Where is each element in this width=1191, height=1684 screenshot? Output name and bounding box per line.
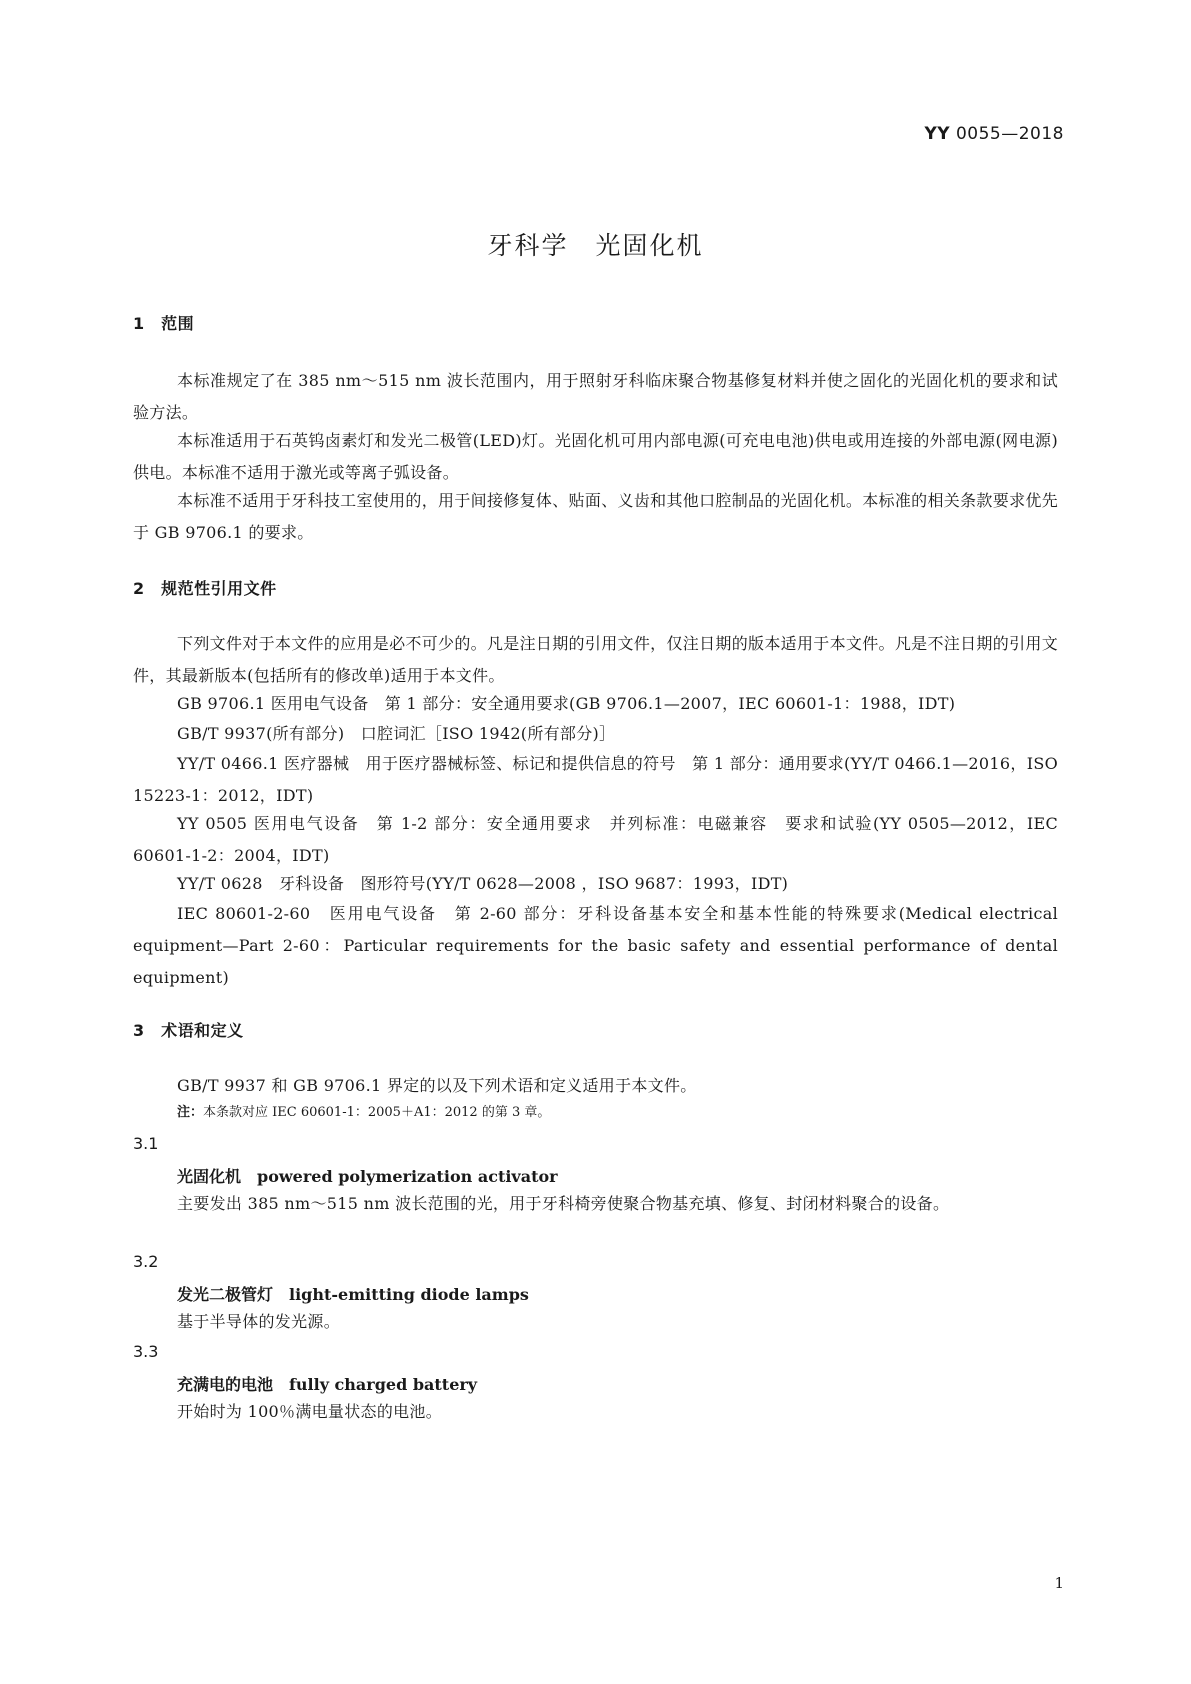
term-zh: 充满电的电池 <box>177 1375 274 1394</box>
document-number <box>924 124 1064 144</box>
term-en: light-emitting diode lamps <box>273 1285 529 1304</box>
reference-yy0505: YY 0505 医用电气设备 第 1-2 部分：安全通用要求 并列标准：电磁兼容 要求和试验(YY 0505—2012，IEC 60601-1-2：2004，IDT) <box>133 814 1058 865</box>
reference-gb9706-1: GB 9706.1 医用电气设备 第 1 部分：安全通用要求(GB 9706.1—2007，IEC 60601-1：1988，IDT) <box>177 694 956 713</box>
page-number: 1 <box>1054 1574 1064 1592</box>
term-zh: 发光二极管灯 <box>177 1285 274 1304</box>
term-zh: 光固化机 <box>177 1167 242 1186</box>
term-title <box>177 1282 529 1305</box>
document-number-prefix: YY <box>924 124 951 144</box>
section-1-heading: 1 范围 <box>133 314 195 333</box>
section-2-heading: 2 规范性引用文件 <box>133 579 277 598</box>
term-title <box>177 1164 558 1187</box>
term-definition: 主要发出 385 nm～515 nm 波长范围的光，用于牙科椅旁使聚合物基充填、修复、封闭材料聚合的设备。 <box>177 1194 950 1213</box>
term-en: fully charged battery <box>273 1375 478 1394</box>
section-1-paragraph-2: 本标准适用于石英钨卤素灯和发光二极管(LED)灯。光固化机可用内部电源(可充电电池)供电或用连接的外部电源(网电源)供电。本标准不适用于激光或等离子弧设备。 <box>133 431 1058 482</box>
document-title: 牙科学 光固化机 <box>487 231 704 260</box>
note-text: 本条款对应 IEC 60601-1：2005＋A1：2012 的第 3 章。 <box>203 1105 551 1120</box>
section-3-note <box>177 1102 550 1124</box>
document-number-code: 0055—2018 <box>950 124 1064 144</box>
term-definition: 开始时为 100％满电量状态的电池。 <box>177 1402 443 1421</box>
term-en: powered polymerization activator <box>241 1167 558 1186</box>
term-number: 3.3 <box>133 1342 159 1361</box>
section-2-paragraph-1: 下列文件对于本文件的应用是必不可少的。凡是注日期的引用文件，仅注日期的版本适用于本文件。凡是不注日期的引用文件，其最新版本(包括所有的修改单)适用于本文件。 <box>133 634 1058 685</box>
reference-gbt9937: GB/T 9937(所有部分) 口腔词汇［ISO 1942(所有部分)］ <box>177 724 616 743</box>
note-label: 注： <box>177 1105 204 1120</box>
term-title <box>177 1372 477 1395</box>
term-definition: 基于半导体的发光源。 <box>177 1312 341 1331</box>
section-3-paragraph-1: GB/T 9937 和 GB 9706.1 界定的以及下列术语和定义适用于本文件。 <box>177 1076 697 1095</box>
section-1-paragraph-3: 本标准不适用于牙科技工室使用的，用于间接修复体、贴面、义齿和其他口腔制品的光固化机。本标准的相关条款要求优先于 GB 9706.1 的要求。 <box>133 491 1058 542</box>
section-3-heading: 3 术语和定义 <box>133 1021 244 1040</box>
section-1-paragraph-1: 本标准规定了在 385 nm～515 nm 波长范围内，用于照射牙科临床聚合物基修复材料并使之固化的光固化机的要求和试验方法。 <box>133 371 1058 422</box>
term-number: 3.2 <box>133 1252 159 1271</box>
reference-yyt0466-1: YY/T 0466.1 医疗器械 用于医疗器械标签、标记和提供信息的符号 第 1 部分：通用要求(YY/T 0466.1—2016，ISO 15223-1：2012，IDT) <box>133 754 1058 805</box>
reference-yyt0628: YY/T 0628 牙科设备 图形符号(YY/T 0628—2008 ，ISO 9687：1993，IDT) <box>177 874 789 893</box>
reference-iec80601-2-60: IEC 80601-2-60 医用电气设备 第 2-60 部分：牙科设备基本安全和基本性能的特殊要求(Medical electrical equipment—Part 2-60：Particular requirements for the basic safety and essential performance of dental equipment) <box>133 904 1058 987</box>
term-number: 3.1 <box>133 1134 159 1153</box>
